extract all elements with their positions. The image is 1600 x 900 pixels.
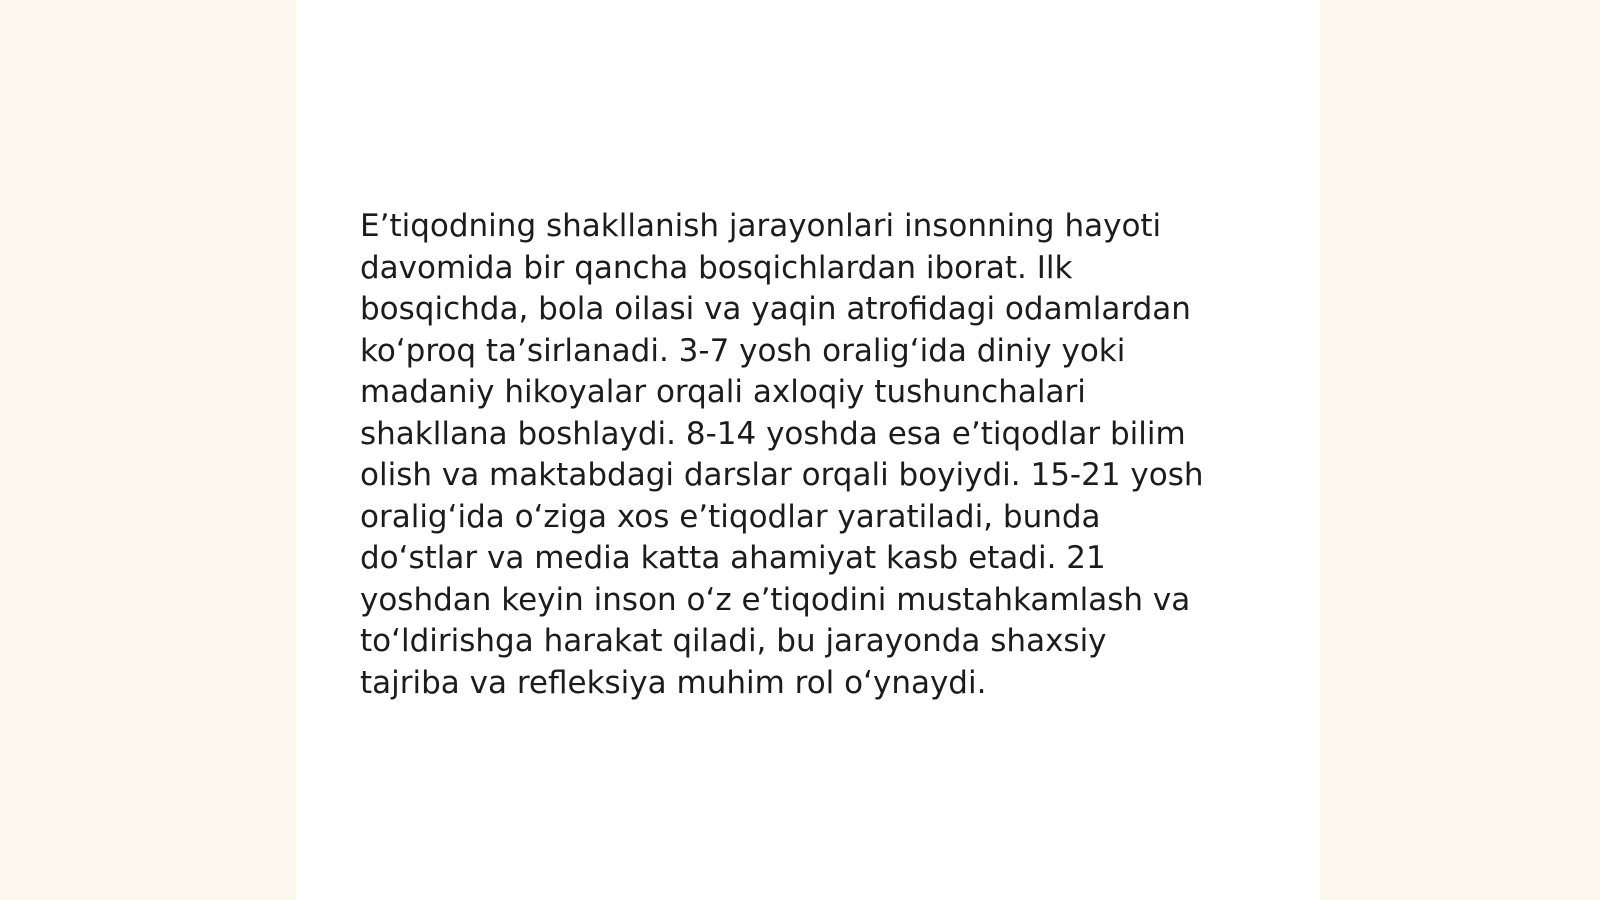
paragraph-line: bosqichda, bola oilasi va yaqin atrofidagi odamlardan (360, 291, 1191, 327)
paragraph-line: to‘ldirishga harakat qiladi, bu jarayonda shaxsiy (360, 623, 1107, 659)
paragraph-line: do‘stlar va media katta ahamiyat kasb etadi. 21 (360, 540, 1106, 576)
paragraph-line: ko‘proq ta’sirlanadi. 3-7 yosh oralig‘ida diniy yoki (360, 332, 1126, 369)
paragraph-line: tajriba va refleksiya muhim rol o‘ynaydi. (360, 664, 987, 701)
paragraph-line: olish va maktabdagi darslar orqali boyiydi. 15-21 yosh (360, 457, 1204, 493)
paragraph-line: shakllana boshlaydi. 8-14 yoshda esa e’tiqodlar bilim (360, 415, 1186, 452)
paragraph-line: oralig‘ida o‘ziga xos e’tiqodlar yaratiladi, bunda (360, 498, 1101, 535)
paragraph-line: yoshdan keyin inson o‘z e’tiqodini mustahkamlash va (360, 581, 1191, 618)
body-paragraph (360, 206, 1260, 704)
paragraph-line: madaniy hikoyalar orqali axloqiy tushunchalari (360, 374, 1086, 410)
paragraph-line: E’tiqodning shakllanish jarayonlari insonning hayoti (360, 208, 1162, 244)
paragraph-line: davomida bir qancha bosqichlardan iborat. Ilk (360, 249, 1073, 286)
slide (296, 0, 1320, 900)
